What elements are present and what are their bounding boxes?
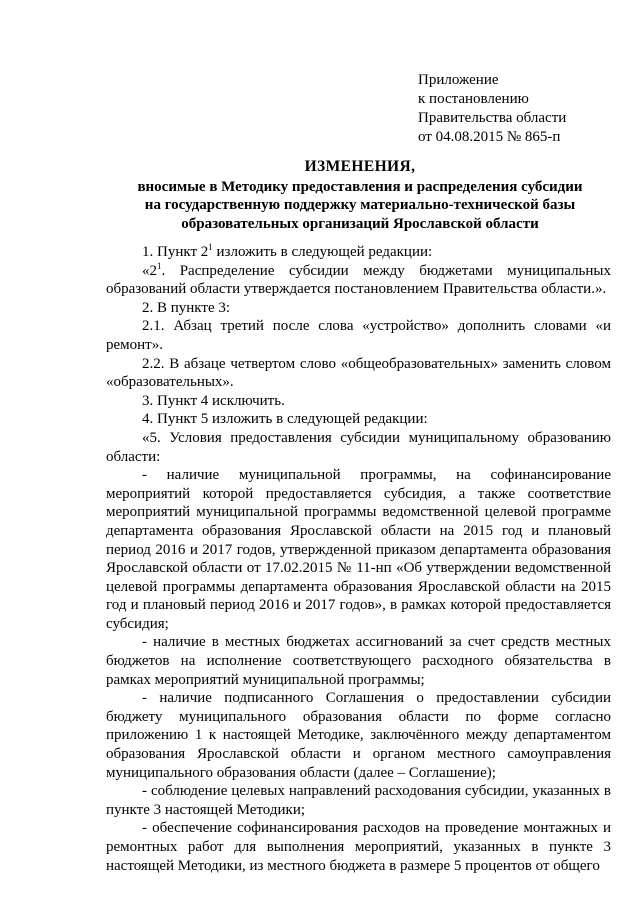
- paragraph: [106, 243, 611, 262]
- document-title: [100, 158, 620, 233]
- paragraph: - наличие муниципальной программы, на софинансирование мероприятий которой предоставляется субсидия, а также соответствие мероприятий муниципальной программы ведомственной целевой программе департамента образования Ярославской области на 2015 год и плановый период 2016 и 2017 годов, утвержденной приказом департамента образования Ярославской области от 17.02.2015 № 11-нп «Об утверждении ведомственной целевой программы департамента образования Ярославской области на 2015 год и плановый период 2016 и 2017 годов», в рамках которой предоставляется субсидия;: [106, 467, 611, 632]
- paragraph: «5. Условия предоставления субсидии муниципальному образованию области:: [106, 429, 611, 465]
- superscript: 1: [157, 260, 162, 271]
- appendix-line: к постановлению: [418, 91, 529, 107]
- text: . Распределение субсидии между бюджетами муниципальных образований области утверждается постановлением Правительства области.».: [106, 262, 611, 298]
- appendix-line: Правительства области: [418, 110, 567, 126]
- title-line: вносимые в Методику предоставления и распределения субсидии: [137, 178, 583, 195]
- paragraph: 2.1. Абзац третий после слова «устройство» дополнить словами «и ремонт».: [106, 318, 611, 353]
- appendix-header: [418, 71, 566, 147]
- text: «2: [142, 262, 157, 279]
- paragraph: - обеспечение софинансирования расходов на проведение монтажных и ремонтных работ для выполнения мероприятий, указанных в пункте 3 настоящей Методики, из местного бюджета в размере 5 процентов от общего: [106, 820, 611, 874]
- appendix-line: Приложение: [418, 72, 499, 88]
- paragraph: - наличие в местных бюджетах ассигнований за счет средств местных бюджетов на исполнение соответствующего расходного обязательства в рамках мероприятий муниципальной программы;: [106, 634, 611, 688]
- title-line: образовательных организаций Ярославской области: [181, 215, 539, 232]
- paragraph: 4. Пункт 5 изложить в следующей редакции:: [142, 411, 428, 428]
- text: изложить в следующей редакции:: [212, 244, 433, 260]
- paragraph: [106, 262, 611, 299]
- paragraph: - наличие подписанного Соглашения о предоставлении субсидии бюджету муниципального образования области по форме согласно приложению 1 к настоящей Методике, заключённого между департаментом образования Ярославской области и органом местного самоуправления муниципального образования области (далее – Соглашение);: [106, 690, 611, 781]
- appendix-line: от 04.08.2015 № 865-п: [418, 129, 561, 145]
- document-body: [106, 243, 611, 875]
- paragraph: 2. В пункте 3:: [142, 299, 231, 316]
- paragraph: - соблюдение целевых направлений расходования субсидии, указанных в пункте 3 настоящей Методики;: [106, 783, 611, 818]
- title-heading: ИЗМЕНЕНИЯ,: [304, 158, 416, 175]
- paragraph: 3. Пункт 4 исключить.: [142, 392, 285, 409]
- title-line: на государственную поддержку материально-технической базы: [144, 197, 576, 213]
- superscript: 1: [208, 242, 213, 252]
- paragraph: 2.2. В абзаце четвертом слово «общеобразовательных» заменить словом «образовательных».: [106, 355, 611, 391]
- text: 1. Пункт 2: [142, 244, 209, 260]
